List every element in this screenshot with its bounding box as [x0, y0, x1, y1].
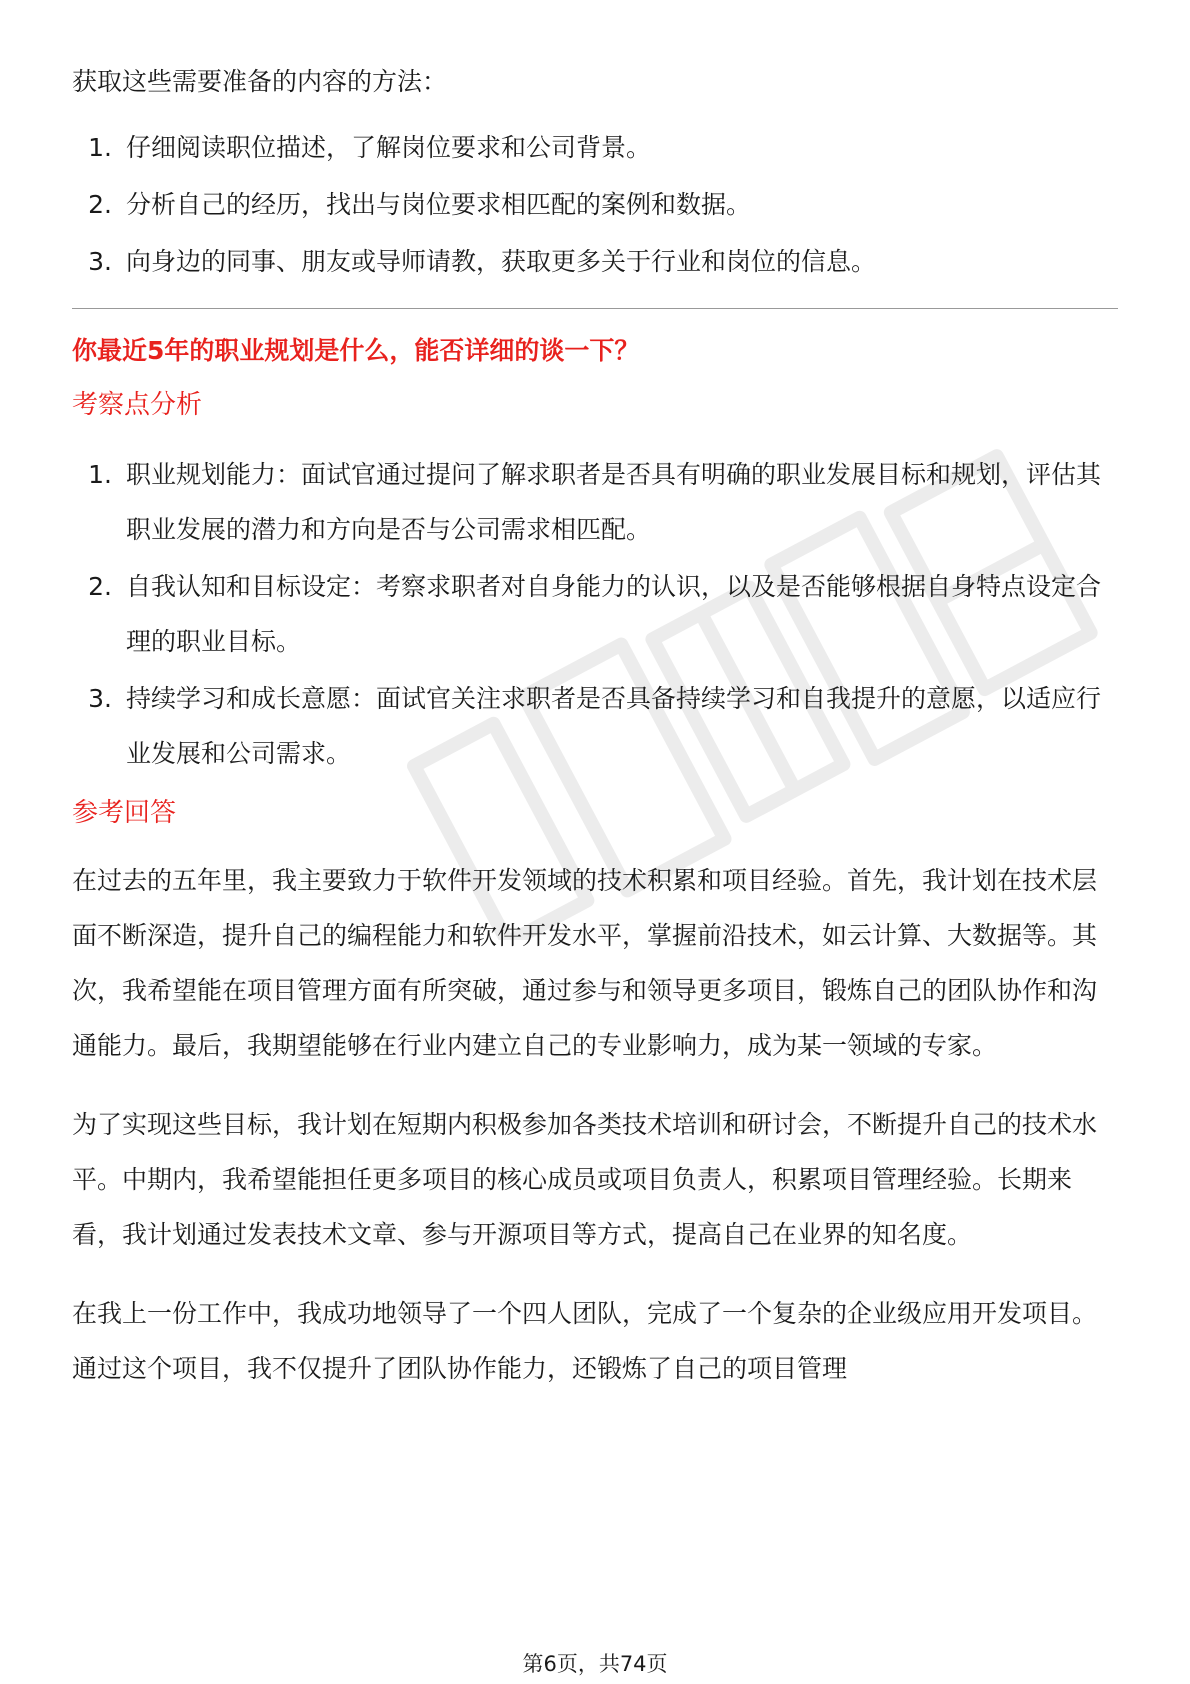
answer-paragraph: 为了实现这些目标，我计划在短期内积极参加各类技术培训和研讨会，不断提升自己的技术水平。中期内，我希望能担任更多项目的核心成员或项目负责人，积累项目管理经验。长期来看，我计划通过发表技术文章、参与开源项目等方式，提高自己在业界的知名度。: [72, 1110, 1098, 1249]
list-text: 分析自己的经历，找出与岗位要求相匹配的案例和数据。: [126, 190, 752, 219]
page-number: 第6页，共74页: [522, 1652, 668, 1676]
list-text: 向身边的同事、朋友或导师请教，获取更多关于行业和岗位的信息。: [126, 247, 877, 276]
section-divider: [72, 308, 1118, 309]
list-number: 2.: [88, 572, 112, 601]
list-text: 职业规划能力：面试官通过提问了解求职者是否具有明确的职业发展目标和规划，评估其职业发展的潜力和方向是否与公司需求相匹配。: [126, 460, 1102, 544]
intro-text: 获取这些需要准备的内容的方法：: [72, 67, 448, 96]
list-text: 仔细阅读职位描述，了解岗位要求和公司背景。: [126, 133, 652, 162]
list-item: [72, 447, 1118, 557]
list-number: 3.: [88, 247, 112, 276]
list-number: 2.: [88, 190, 112, 219]
answer-heading: 参考回答: [72, 798, 177, 828]
question-heading: 你最近5年的职业规划是什么，能否详细的谈一下？: [72, 336, 640, 365]
list-number: 3.: [88, 684, 112, 713]
analysis-heading: 考察点分析: [72, 390, 203, 420]
methods-list: [72, 128, 1118, 282]
list-item: [72, 671, 1118, 781]
list-text: 自我认知和目标设定：考察求职者对自身能力的认识，以及是否能够根据自身特点设定合理的职业目标。: [126, 572, 1102, 656]
answer-paragraph: 在过去的五年里，我主要致力于软件开发领域的技术积累和项目经验。首先，我计划在技术层面不断深造，提升自己的编程能力和软件开发水平，掌握前沿技术，如云计算、大数据等。其次，我希望能在项目管理方面有所突破，通过参与和领导更多项目，锻炼自己的团队协作和沟通能力。最后，我期望能够在行业内建立自己的专业影响力，成为某一领域的专家。: [72, 866, 1098, 1060]
list-text: 持续学习和成长意愿：面试官关注求职者是否具备持续学习和自我提升的意愿，以适应行业发展和公司需求。: [126, 684, 1102, 768]
list-item: [72, 242, 1118, 282]
main-content: [72, 62, 1118, 1396]
analysis-list: [72, 447, 1118, 781]
list-item: [72, 559, 1118, 669]
list-number: 1.: [88, 133, 112, 162]
list-number: 1.: [88, 460, 112, 489]
answer-paragraph: 在我上一份工作中，我成功地领导了一个四人团队，完成了一个复杂的企业级应用开发项目。通过这个项目，我不仅提升了团队协作能力，还锻炼了自己的项目管理: [72, 1299, 1098, 1383]
list-item: [72, 185, 1118, 225]
list-item: [72, 128, 1118, 168]
